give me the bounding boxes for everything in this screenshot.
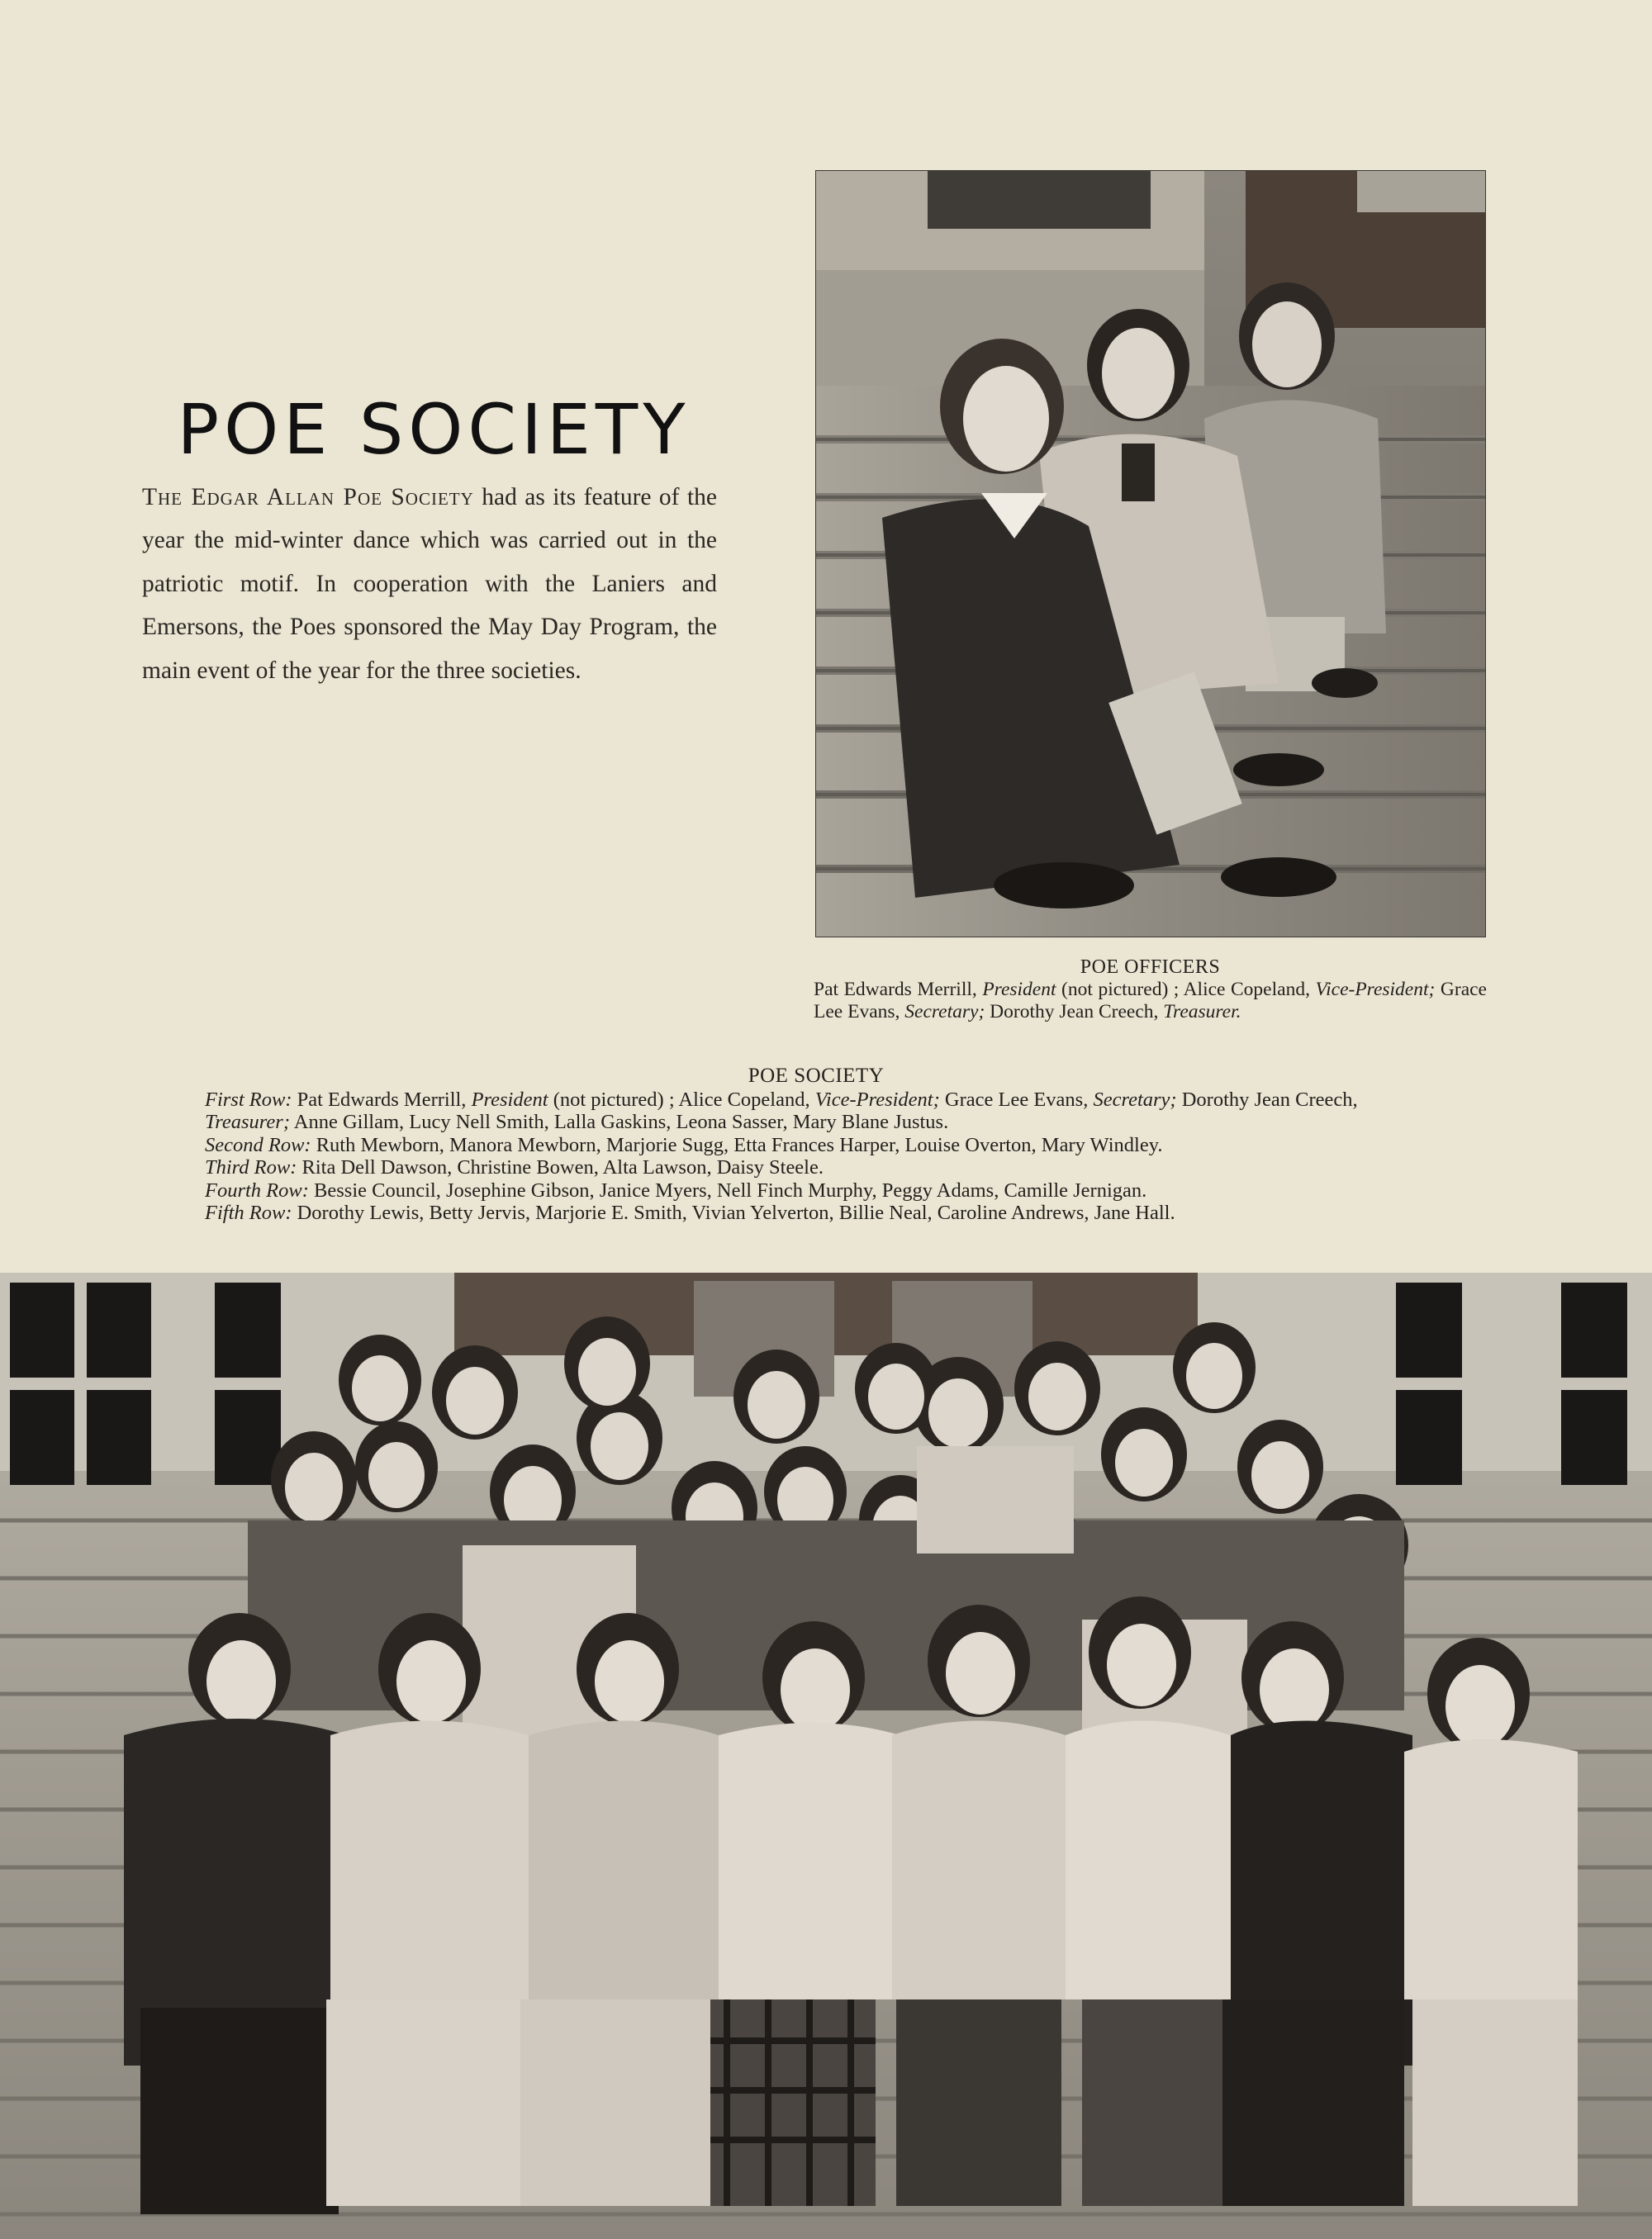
row-names: Dorothy Lewis, Betty Jervis, Marjorie E. Smith, Vivian Yelverton, Billie Neal, Caroline Andrews, Jane Hall.	[292, 1202, 1175, 1224]
row-names: Ruth Mewborn, Manora Mewborn, Marjorie Sugg, Etta Frances Harper, Louise Overton, Mary Windley.	[311, 1133, 1163, 1156]
row-label: Fourth Row:	[205, 1179, 309, 1202]
role-label: President	[471, 1088, 548, 1111]
row-label: Second Row:	[205, 1133, 311, 1156]
officer-name-4: Dorothy Jean Creech,	[985, 1001, 1164, 1022]
officer-name-1: Pat Edwards Merrill,	[814, 979, 983, 1000]
row-names: Dorothy Jean Creech,	[1176, 1088, 1358, 1111]
role-label: Vice-President;	[814, 1088, 940, 1111]
officer-role-1: President	[982, 979, 1056, 1000]
officer-name-3: Grace Lee Evans,	[814, 979, 1487, 1022]
caption-row-third	[205, 1156, 1427, 1179]
page-title: POE SOCIETY	[177, 389, 691, 471]
caption-row-first	[205, 1089, 1427, 1134]
intro-lead: The Edgar Allan Poe Society	[142, 483, 474, 510]
officers-photo-image	[816, 171, 1485, 937]
role-label: Secretary;	[1093, 1088, 1177, 1111]
row-names: Grace Lee Evans,	[939, 1088, 1094, 1111]
row-label: Fifth Row:	[205, 1202, 292, 1224]
society-caption	[205, 1065, 1427, 1225]
row-names: Anne Gillam, Lucy Nell Smith, Lalla Gaskins, Leona Sasser, Mary Blane Justus.	[290, 1111, 949, 1133]
officer-role-3: Secretary;	[904, 1001, 985, 1022]
officer-role-4: Treasurer.	[1163, 1001, 1241, 1022]
society-caption-title: POE SOCIETY	[748, 1065, 885, 1087]
row-label: First Row:	[205, 1088, 292, 1111]
officers-caption-body	[814, 979, 1487, 1023]
row-label: Third Row:	[205, 1156, 297, 1179]
officer-role-2: Vice-President;	[1315, 979, 1436, 1000]
intro-text: had as its feature of the year the mid-winter dance which was carried out in the patriotic motif. In cooperation with the Laniers and Emersons, the Poes sponsored the May Day Program, the main event of the year for the three societies.	[142, 483, 717, 684]
officers-photo	[816, 171, 1485, 937]
role-label: Treasurer;	[205, 1111, 291, 1133]
intro-paragraph	[142, 476, 717, 693]
officers-caption-title: POE OFFICERS	[1080, 956, 1221, 978]
officers-caption	[814, 956, 1487, 1023]
row-names: Bessie Council, Josephine Gibson, Janice Myers, Nell Finch Murphy, Peggy Adams, Camille Jernigan.	[308, 1179, 1147, 1202]
officer-name-2: (not pictured) ; Alice Copeland,	[1056, 979, 1316, 1000]
caption-row-fifth	[205, 1202, 1427, 1225]
row-names: (not pictured) ; Alice Copeland,	[548, 1088, 815, 1111]
row-names: Pat Edwards Merrill,	[292, 1088, 472, 1111]
society-group-photo	[0, 1273, 1652, 2239]
caption-row-second	[205, 1134, 1427, 1157]
caption-row-fourth	[205, 1179, 1427, 1203]
row-names: Rita Dell Dawson, Christine Bowen, Alta Lawson, Daisy Steele.	[297, 1156, 824, 1179]
society-group-photo-image	[0, 1273, 1652, 2239]
